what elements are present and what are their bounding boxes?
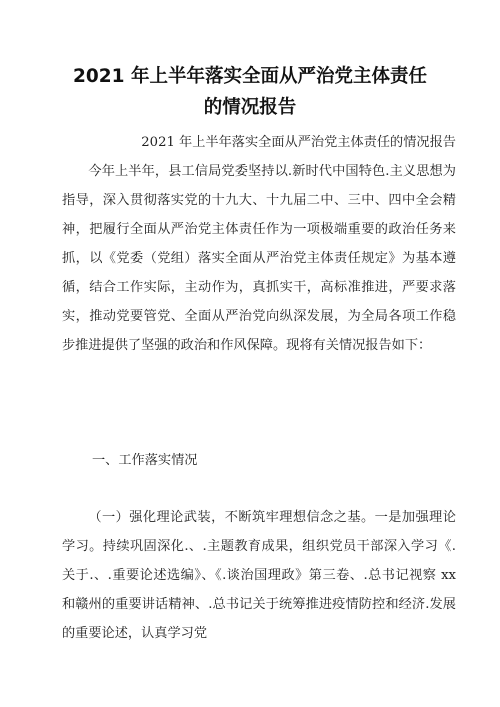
section-1-paragraph-1: （一）强化理论武装，不断筑牢理想信念之基。一是加强理论学习。持续巩固深化.、.主题教育成果，组织党员干部深入学习《.关于.、.重要论述选编》、《.谈治国理政》第三卷、.总书记视察 xx 和赣州的重要讲话精神、.总书记关于统筹推进疫情防控和经济.发展的重要论述，认真学习党: [62, 510, 456, 641]
intro-paragraph: 今年上半年，县工信局党委坚持以.新时代中国特色.主义思想为指导，深入贯彻落实党的十九大、十九届二中、三中、四中全会精神，把履行全面从严治党主体责任作为一项极端重要的政治任务来抓，以《党委（党组）落实全面从严治党主体责任规定》为基本遵循，结合工作实际，主动作为，真抓实干，高标准推进，严要求落实，推动党要管党、全面从严治党向纵深发展，为全局各项工作稳步推进提供了坚强的政治和作风保障。现将有关情况报告如下：: [62, 164, 456, 353]
document-title-line-1: 2021 年上半年落实全面从严治党主体责任: [73, 66, 427, 87]
document-title-line-2: 的情况报告: [203, 97, 297, 118]
report-subtitle: 2021 年上半年落实全面从严治党主体责任的情况报告: [141, 135, 456, 150]
section-heading-1: 一、工作落实情况: [92, 453, 198, 468]
